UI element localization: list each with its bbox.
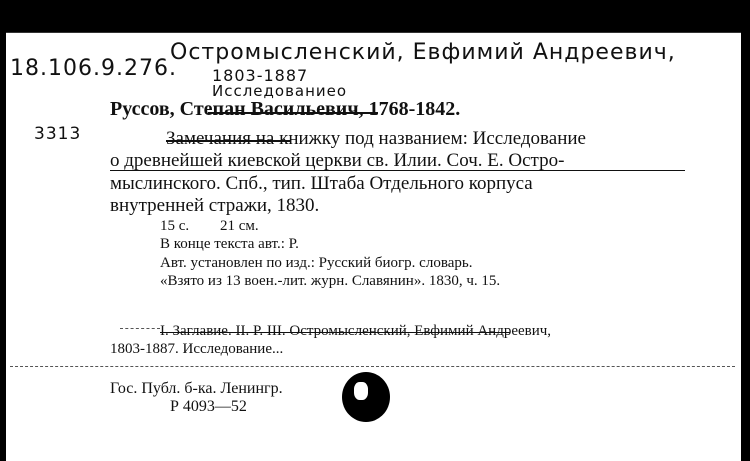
handwritten-author-years: 1803-1887 — [212, 66, 309, 85]
dimensions: 21 см. — [220, 218, 259, 234]
entry-line-1: Замечания на книжку под названием: Исследование — [166, 128, 586, 149]
note-3: «Взято из 13 воен.-лит. журн. Славянин». 1830, ч. 15. — [160, 273, 501, 289]
tracings-line-2: 1803-1887. Исследование... — [110, 341, 284, 357]
handwritten-author-name: Остромысленский, Евфимий Андреевич, — [170, 40, 676, 65]
heading-strike — [208, 112, 378, 114]
library-name: Гос. Публ. б-ка. Ленингр. — [110, 380, 283, 397]
note-1: В конце текста авт.: Р. — [160, 236, 299, 252]
handwritten-shelfmark: 18.106.9.276. — [10, 56, 177, 81]
entry-line-4: внутренней стражи, 1830. — [110, 195, 320, 216]
note-2: Авт. установлен по изд.: Русский биогр. словарь. — [160, 255, 473, 271]
pagination: 15 с. — [160, 218, 190, 234]
entry-heading: Руссов, Степан Васильевич, 1768-1842. — [110, 98, 461, 120]
entry-line-2: о древнейшей киевской церкви св. Илии. Соч. Е. Остро- — [110, 150, 565, 171]
title-strike — [166, 140, 291, 142]
tracings-strike — [160, 332, 510, 333]
divider-rule — [10, 366, 735, 367]
tracings-line-1: I. Заглавие. II. Р. III. Остромысленский, Евфимий Андреевич, — [160, 323, 552, 339]
tracings-rule — [120, 328, 160, 329]
handwritten-title-note: Исследованиео — [212, 82, 348, 100]
call-number: Р 4093—52 — [170, 398, 247, 415]
library-stamp-icon — [342, 372, 390, 422]
handwritten-inventory-number: 3313 — [34, 124, 82, 144]
title-underline — [110, 170, 685, 171]
entry-line-3: мыслинского. Спб., тип. Штаба Отдельного корпуса — [110, 173, 533, 194]
